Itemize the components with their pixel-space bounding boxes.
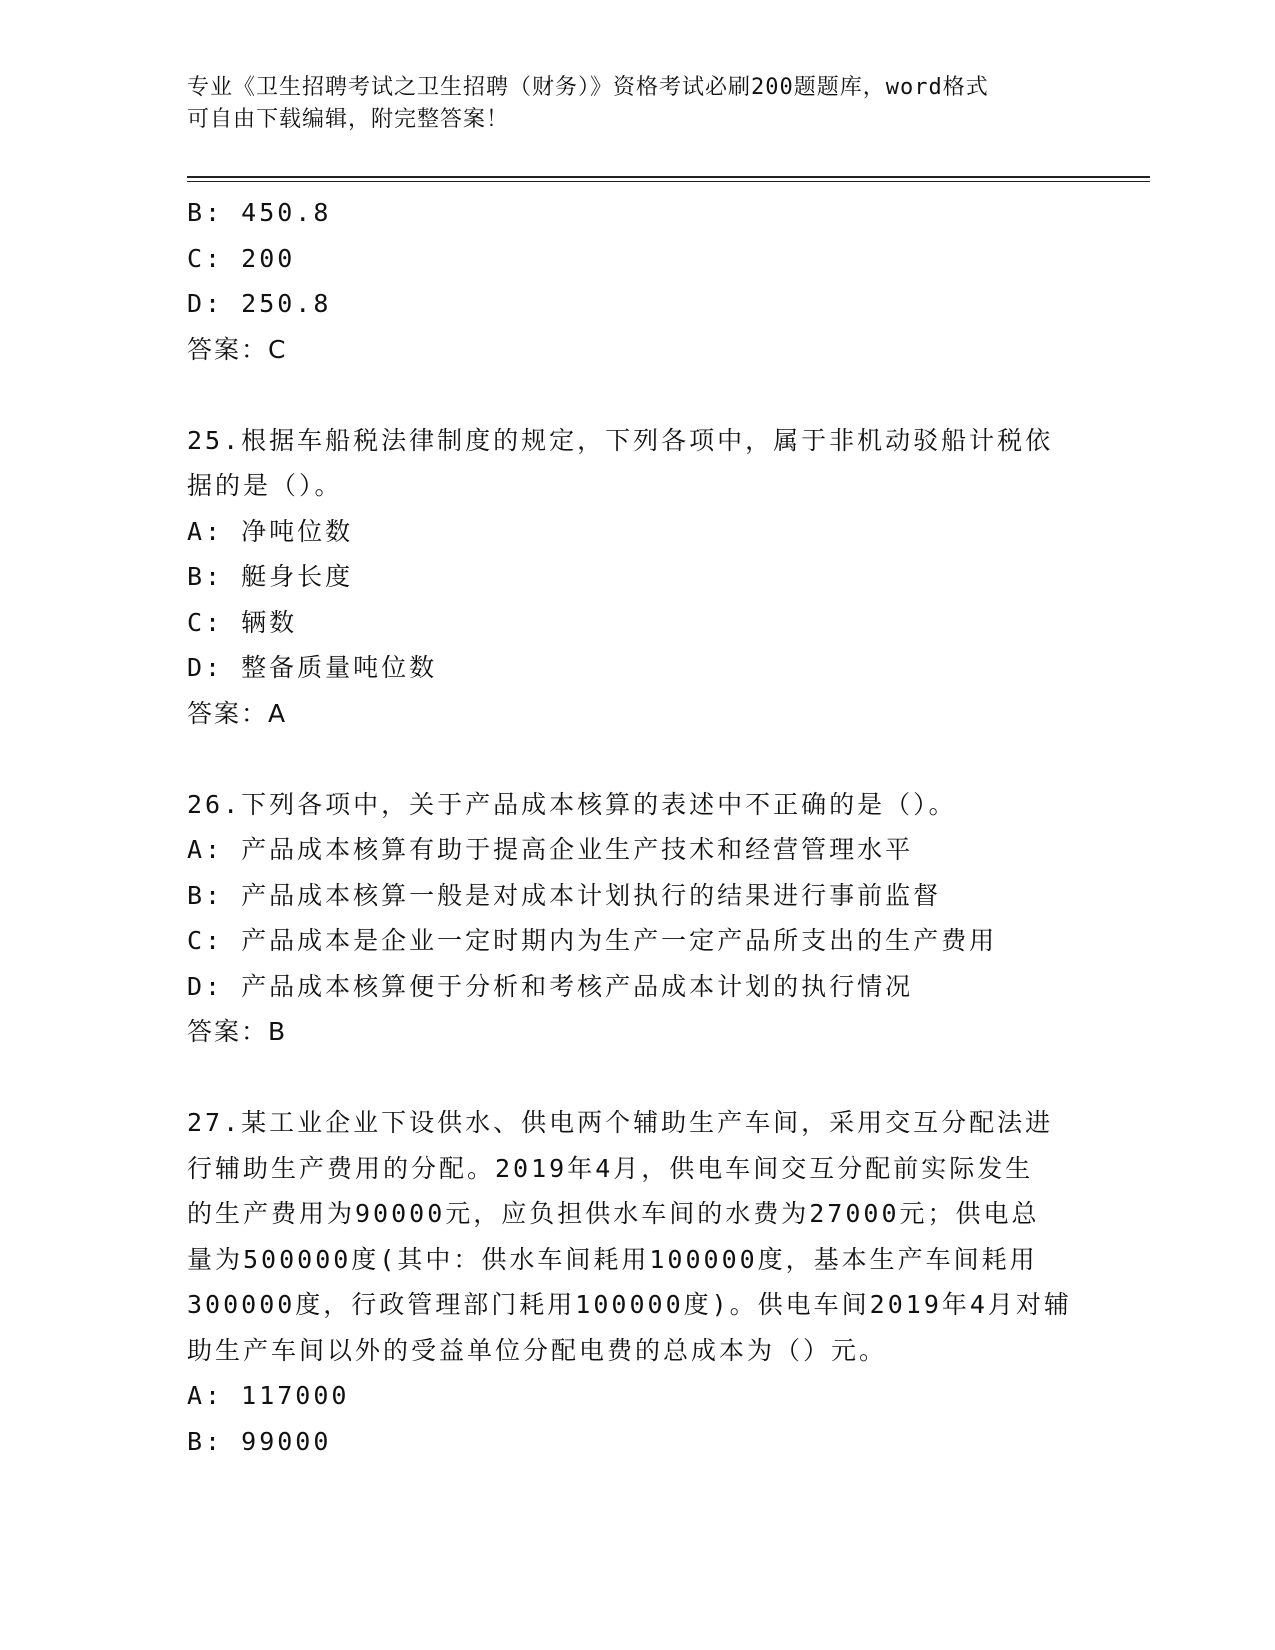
question-stem-line: 26.下列各项中，关于产品成本核算的表述中不正确的是（）。 [187,789,957,819]
question-stem-line: 的生产费用为90000元，应负担供水车间的水费为27000元；供电总 [187,1199,1040,1228]
option-b: B: 99000 [187,1426,332,1456]
question-stem-line: 助生产车间以外的受益单位分配电费的总成本为（）元。 [187,1335,888,1365]
option-c: C: 辆数 [187,607,298,637]
question-stem-line: 27.某工业企业下设供水、供电两个辅助生产车间，采用交互分配法进 [187,1108,1054,1137]
question-26 [187,782,1087,1055]
option-a: A: 净吨位数 [187,516,354,546]
question-25 [187,418,1087,737]
header-line-2: 可自由下载编辑，附完整答案！ [187,107,510,132]
option-a: A: 产品成本核算有助于提高企业生产技术和经营管理水平 [187,835,914,864]
option-b: B: 产品成本核算一般是对成本计划执行的结果进行事前监督 [187,880,942,910]
question-stem-line: 量为500000度(其中：供水车间耗用100000度，基本生产车间耗用 [187,1244,1038,1274]
question-stem-line: 300000度，行政管理部门耗用100000度)。供电车间2019年4月对辅 [187,1290,1072,1319]
question-24-tail [187,190,1087,372]
document-header [187,72,1067,136]
answer-line: 答案：A [187,698,288,728]
document-body [187,190,1087,1464]
option-d: D: 250.8 [187,289,332,318]
answer-line: 答案：C [187,334,288,364]
option-c: C: 产品成本是企业一定时期内为生产一定产品所支出的生产费用 [187,926,998,955]
question-27 [187,1100,1087,1464]
option-d: D: 整备质量吨位数 [187,653,438,682]
header-rule-thin [187,181,1150,182]
option-b: B: 艇身长度 [187,562,354,591]
header-line-1: 专业《卫生招聘考试之卫生招聘（财务）》资格考试必刷200题题库，word格式 [187,75,989,100]
question-stem-line: 25.根据车船税法律制度的规定，下列各项中，属于非机动驳船计税依 [187,425,1054,455]
option-d: D: 产品成本核算便于分析和考核产品成本计划的执行情况 [187,971,914,1001]
question-stem-line: 据的是（）。 [187,471,343,500]
answer-line: 答案：B [187,1017,288,1046]
question-stem-line: 行辅助生产费用的分配。2019年4月，供电车间交互分配前实际发生 [187,1153,1034,1183]
header-rule-thick [187,176,1150,178]
option-c: C: 200 [187,243,296,273]
option-a: A: 117000 [187,1381,350,1410]
option-b: B: 450.8 [187,198,332,227]
